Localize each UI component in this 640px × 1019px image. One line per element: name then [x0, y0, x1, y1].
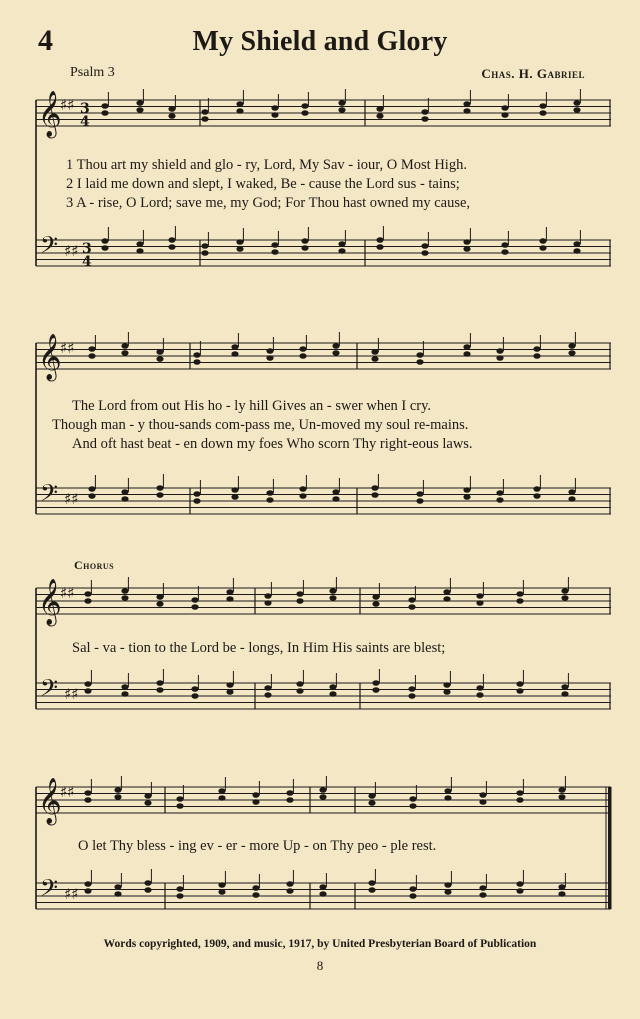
system1-treble-note: [201, 109, 208, 115]
system4-bass-note: [409, 893, 416, 899]
system1-treble-note: [463, 101, 470, 107]
lyric-chorus-line1: Sal - va - tion to the Lord be - longs, In Him His saints are blest;: [72, 640, 446, 656]
system4-treble-note: [286, 790, 293, 796]
system3-treble-note: [561, 595, 568, 601]
system3-bass-note: [296, 688, 303, 694]
system3-treble-note: [561, 588, 568, 594]
system3-treble-clef: 𝄞: [38, 579, 62, 625]
system4-bass-note: [252, 885, 259, 891]
system1-treble-note: [376, 106, 383, 112]
system3-bass-note: [443, 682, 450, 688]
system1-treble-time-top: 3: [80, 101, 90, 117]
system2-bass-note: [533, 493, 540, 499]
system3-bass-note: [516, 688, 523, 694]
system2-treble-note: [371, 356, 378, 362]
system1-bass-note: [301, 238, 308, 244]
system4-bass-note: [218, 882, 225, 888]
lyric-chorus-line2: O let Thy bless - ing ev - er - more Up - on Thy peo - ple rest.: [78, 838, 437, 854]
system3-bass-note: [329, 691, 336, 697]
lyric-verse1-line2: The Lord from out His ho - ly hill Gives an - swer when I cry.: [72, 398, 432, 414]
system1-treble-note: [301, 110, 308, 116]
system3-treble-note: [329, 588, 336, 594]
system4-bass-note: [144, 887, 151, 893]
system3-bass-note: [84, 681, 91, 687]
system3-bass-note: [84, 688, 91, 694]
lyric-verse2-line1: 2 I laid me down and slept, I waked, Be - cause the Lord sus - tains;: [66, 176, 460, 192]
system1-treble-note: [101, 110, 108, 116]
system3-treble-note: [226, 589, 233, 595]
system4-bass-note: [444, 889, 451, 895]
system1-bass-note: [338, 241, 345, 247]
system3-treble-note: [121, 595, 128, 601]
system1-treble-note: [501, 105, 508, 111]
system4-bass-note: [176, 893, 183, 899]
system3-bass-note: [443, 689, 450, 695]
system2-treble-note: [266, 348, 273, 354]
system3-bass-note: [372, 687, 379, 693]
system1-bass-note: [421, 250, 428, 256]
system4-treble-note: [409, 803, 416, 809]
system4-bass-clef: 𝄢: [40, 874, 59, 907]
system2-treble-note: [156, 356, 163, 362]
system2-treble-note: [231, 351, 238, 357]
system4-treble-note: [218, 788, 225, 794]
system3-treble-note: [296, 598, 303, 604]
final-barline-thick: [608, 787, 612, 909]
system2-bass-note: [299, 493, 306, 499]
system2-bass-note: [568, 489, 575, 495]
system4-treble-clef: 𝄞: [38, 778, 62, 824]
system2-bass-note: [496, 490, 503, 496]
system2-bass-note: [299, 486, 306, 492]
system4-treble-note: [218, 795, 225, 801]
system1-bass-note: [136, 241, 143, 247]
system1-bass-note: [501, 242, 508, 248]
system2-bass-note: [266, 497, 273, 503]
system1-bass-note: [573, 248, 580, 254]
system1-treble-note: [376, 113, 383, 119]
system3-bass-note: [121, 691, 128, 697]
system4-treble-note: [144, 800, 151, 806]
system4-treble-note: [286, 797, 293, 803]
system2-treble-note: [496, 355, 503, 361]
system2-treble-note: [463, 344, 470, 350]
system3-treble-note: [156, 594, 163, 600]
system2-treble-note: [533, 353, 540, 359]
system2-treble-note: [568, 350, 575, 356]
system3-treble-note: [191, 597, 198, 603]
system4-treble-note: [252, 792, 259, 798]
chorus-label: Chorus: [74, 558, 115, 572]
system3-bass-note: [329, 684, 336, 690]
system3-treble-note: [372, 601, 379, 607]
system4-bass-key: ♯♯: [64, 885, 79, 903]
system4-treble-note: [444, 795, 451, 801]
system3-bass-clef: 𝄢: [40, 674, 59, 707]
system1-treble-note: [168, 113, 175, 119]
system2-bass-note: [88, 486, 95, 492]
system2-bass-note: [371, 492, 378, 498]
system1-bass-note: [376, 237, 383, 243]
system4-bass-note: [444, 882, 451, 888]
system1-bass-time-top: 3: [82, 241, 92, 257]
system3-treble-note: [226, 596, 233, 602]
system1-treble-note: [236, 101, 243, 107]
system2-bass-note: [416, 498, 423, 504]
system3-treble-note: [264, 593, 271, 599]
system1-treble-note: [573, 107, 580, 113]
system3-bass-note: [226, 689, 233, 695]
system4-treble-note: [319, 787, 326, 793]
system3-bass-note: [264, 685, 271, 691]
system2-bass-note: [156, 492, 163, 498]
system2-bass-note: [416, 491, 423, 497]
system4-treble-note: [114, 787, 121, 793]
system3-bass-note: [191, 686, 198, 692]
system4-treble-note: [409, 796, 416, 802]
system2-bass-note: [193, 498, 200, 504]
system2-treble-note: [193, 352, 200, 358]
system3-treble-note: [516, 591, 523, 597]
system1-bass-note: [573, 241, 580, 247]
system1-bass-note: [201, 243, 208, 249]
system4-bass-note: [516, 888, 523, 894]
system4-treble-note: [114, 794, 121, 800]
system2-treble-note: [121, 343, 128, 349]
system2-treble-note: [299, 346, 306, 352]
system2-bass-note: [463, 494, 470, 500]
system3-treble-note: [156, 601, 163, 607]
system2-treble-note: [568, 343, 575, 349]
system1-bass-note: [539, 245, 546, 251]
system2-treble-note: [533, 346, 540, 352]
system4-bass-note: [368, 887, 375, 893]
system3-treble-key: ♯♯: [60, 584, 75, 602]
system2-bass-note: [533, 486, 540, 492]
system3-treble-note: [191, 604, 198, 610]
system4-treble-note: [176, 803, 183, 809]
system1-treble-note: [539, 103, 546, 109]
system4-treble-note: [444, 788, 451, 794]
system3-bass-note: [156, 687, 163, 693]
system4-treble-note: [479, 792, 486, 798]
system4-bass-note: [286, 888, 293, 894]
system4-bass-note: [252, 892, 259, 898]
hymn-number: 4: [38, 24, 53, 57]
system3-bass-note: [476, 685, 483, 691]
system2-bass-note: [231, 494, 238, 500]
system2-treble-note: [88, 346, 95, 352]
system4-bass-note: [368, 880, 375, 886]
system3-bass-note: [408, 693, 415, 699]
system2-treble-clef: 𝄞: [38, 334, 62, 380]
system2-treble-note: [463, 351, 470, 357]
system2-bass-note: [568, 496, 575, 502]
system4-bass-note: [84, 888, 91, 894]
system4-bass-note: [319, 884, 326, 890]
system4-bass-note: [144, 880, 151, 886]
system3-bass-note: [408, 686, 415, 692]
system3-bass-note: [264, 692, 271, 698]
system1-bass-note: [101, 238, 108, 244]
system1-treble-note: [201, 116, 208, 122]
system4-treble-note: [84, 797, 91, 803]
system3-bass-note: [296, 681, 303, 687]
system3-treble-note: [476, 600, 483, 606]
system1-bass-note: [301, 245, 308, 251]
system3-treble-note: [84, 598, 91, 604]
system3-treble-note: [329, 595, 336, 601]
hymn-title: My Shield and Glory: [192, 26, 448, 57]
system1-bass-note: [338, 248, 345, 254]
system1-treble-note: [463, 108, 470, 114]
system3-bass-note: [561, 691, 568, 697]
system1-bass-note: [236, 246, 243, 252]
system3-bass-note: [191, 693, 198, 699]
system2-bass-note: [266, 490, 273, 496]
system4-bass-note: [516, 881, 523, 887]
system4-bass-note: [558, 884, 565, 890]
system3-treble-note: [84, 591, 91, 597]
system4-bass-note: [479, 885, 486, 891]
system4-treble-note: [252, 799, 259, 805]
system4-treble-note: [176, 796, 183, 802]
system4-bass-note: [558, 891, 565, 897]
system2-treble-note: [332, 350, 339, 356]
system4-bass-note: [84, 881, 91, 887]
lyric-verse2-line2: Though man - y thou-sands com-pass me, Un-moved my soul re-mains.: [52, 417, 469, 433]
system4-treble-key: ♯♯: [60, 783, 75, 801]
composer: Chas. H. Gabriel: [481, 66, 585, 81]
system4-bass-note: [218, 889, 225, 895]
system1-treble-note: [236, 108, 243, 114]
system2-treble-note: [496, 348, 503, 354]
system2-bass-note: [121, 496, 128, 502]
system1-treble-note: [338, 107, 345, 113]
system4-treble-note: [516, 797, 523, 803]
system1-bass-time-bottom: 4: [82, 254, 92, 270]
system2-treble-note: [121, 350, 128, 356]
system1-treble-note: [301, 103, 308, 109]
system3-treble-note: [516, 598, 523, 604]
system2-bass-note: [332, 496, 339, 502]
system2-bass-note: [231, 487, 238, 493]
system1-treble-note: [338, 100, 345, 106]
system2-treble-note: [332, 343, 339, 349]
system2-treble-note: [416, 352, 423, 358]
system3-treble-note: [264, 600, 271, 606]
system2-treble-note: [156, 349, 163, 355]
system1-bass-note: [501, 249, 508, 255]
system1-treble-note: [136, 100, 143, 106]
system1-treble-note: [539, 110, 546, 116]
system3-bass-note: [561, 684, 568, 690]
system1-treble-note: [573, 100, 580, 106]
system4-treble-note: [144, 793, 151, 799]
system3-treble-note: [476, 593, 483, 599]
system2-treble-note: [266, 355, 273, 361]
system1-bass-note: [271, 242, 278, 248]
system1-treble-note: [421, 116, 428, 122]
system3-treble-note: [443, 589, 450, 595]
system2-bass-note: [156, 485, 163, 491]
system4-treble-note: [479, 799, 486, 805]
system2-treble-note: [88, 353, 95, 359]
system1-bass-note: [463, 246, 470, 252]
system3-treble-note: [408, 597, 415, 603]
system4-bass-note: [176, 886, 183, 892]
system1-bass-note: [271, 249, 278, 255]
system2-treble-note: [231, 344, 238, 350]
system4-treble-note: [516, 790, 523, 796]
system2-bass-key: ♯♯: [64, 490, 79, 508]
system3-treble-note: [408, 604, 415, 610]
system2-bass-note: [193, 491, 200, 497]
system4-bass-note: [479, 892, 486, 898]
system4-bass-note: [114, 884, 121, 890]
system2-bass-note: [463, 487, 470, 493]
system4-bass-note: [409, 886, 416, 892]
system1-bass-note: [376, 244, 383, 250]
system3-treble-note: [121, 588, 128, 594]
system1-bass-note: [168, 237, 175, 243]
system4-treble-note: [558, 787, 565, 793]
system1-treble-note: [271, 105, 278, 111]
system4-treble-note: [368, 800, 375, 806]
system1-bass-note: [539, 238, 546, 244]
system2-bass-clef: 𝄢: [40, 479, 59, 512]
lyric-verse3-line2: And oft hast beat - en down my foes Who scorn Thy right-eous laws.: [72, 436, 473, 452]
system2-bass-note: [121, 489, 128, 495]
system3-bass-note: [516, 681, 523, 687]
system3-bass-key: ♯♯: [64, 685, 79, 703]
system1-bass-note: [421, 243, 428, 249]
system2-bass-note: [88, 493, 95, 499]
system1-bass-note: [236, 239, 243, 245]
system4-treble-note: [368, 793, 375, 799]
system3-bass-note: [226, 682, 233, 688]
system3-treble-note: [443, 596, 450, 602]
copyright-notice: Words copyrighted, 1909, and music, 1917, by United Presbyterian Board of Publication: [103, 938, 537, 950]
system1-treble-note: [271, 112, 278, 118]
system1-treble-time-bottom: 4: [80, 114, 90, 130]
system4-bass-note: [319, 891, 326, 897]
system1-bass-note: [201, 250, 208, 256]
system1-bass-note: [463, 239, 470, 245]
system4-treble-note: [558, 794, 565, 800]
system1-treble-note: [501, 112, 508, 118]
system1-bass-note: [168, 244, 175, 250]
system1-bass-note: [101, 245, 108, 251]
system1-bass-note: [136, 248, 143, 254]
system1-treble-note: [136, 107, 143, 113]
system2-bass-note: [332, 489, 339, 495]
system3-bass-note: [372, 680, 379, 686]
system1-bass-key: ♯♯: [64, 242, 79, 260]
system1-treble-clef: 𝄞: [38, 91, 62, 137]
scripture-source: Psalm 3: [70, 65, 115, 80]
page-number: 8: [316, 958, 324, 973]
lyric-verse3-line1: 3 A - rise, O Lord; save me, my God; For Thou hast owned my cause,: [66, 195, 471, 211]
lyric-verse1-line1: 1 Thou art my shield and glo - ry, Lord, My Sav - iour, O Most High.: [66, 157, 467, 173]
system2-treble-note: [371, 349, 378, 355]
system4-treble-note: [319, 794, 326, 800]
system1-treble-note: [168, 106, 175, 112]
system1-bass-clef: 𝄢: [40, 231, 59, 264]
system3-treble-note: [372, 594, 379, 600]
system4-treble-note: [84, 790, 91, 796]
system3-bass-note: [476, 692, 483, 698]
system1-treble-note: [421, 109, 428, 115]
system2-treble-key: ♯♯: [60, 339, 75, 357]
system3-bass-note: [156, 680, 163, 686]
system2-treble-note: [193, 359, 200, 365]
system3-bass-note: [121, 684, 128, 690]
system2-bass-note: [371, 485, 378, 491]
system1-treble-note: [101, 103, 108, 109]
system4-bass-note: [114, 891, 121, 897]
system1-treble-key: ♯♯: [60, 96, 75, 114]
system4-bass-note: [286, 881, 293, 887]
system2-treble-note: [416, 359, 423, 365]
system3-treble-note: [296, 591, 303, 597]
system2-bass-note: [496, 497, 503, 503]
system2-treble-note: [299, 353, 306, 359]
